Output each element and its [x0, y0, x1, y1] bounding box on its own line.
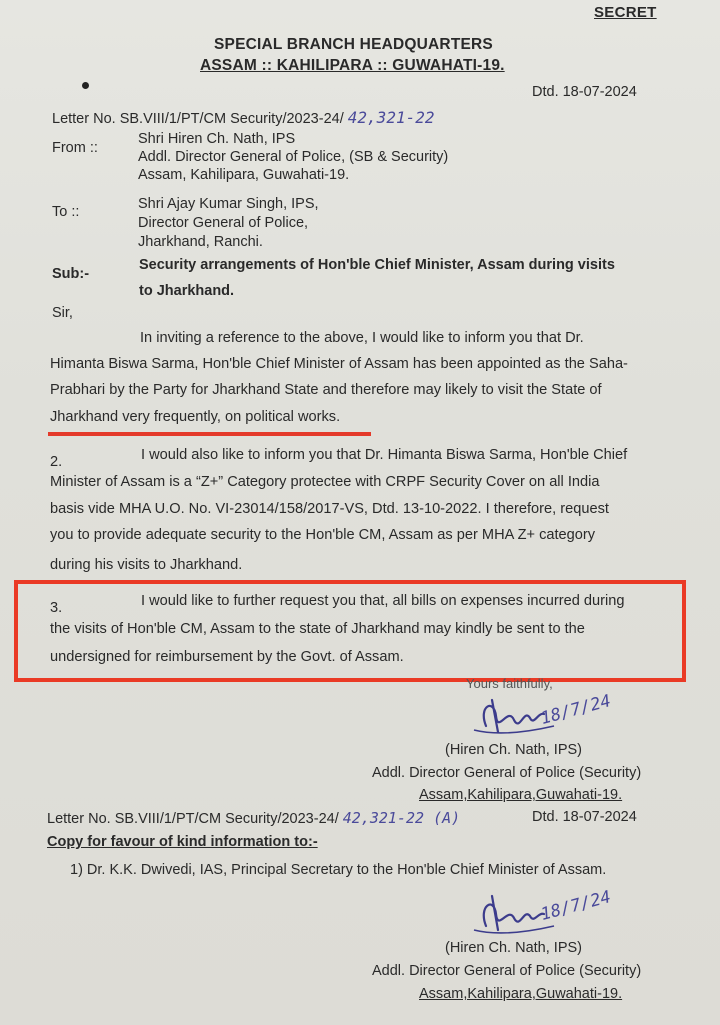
copy-letter-number	[47, 809, 460, 827]
to-name: Shri Ajay Kumar Singh, IPS,	[138, 196, 319, 212]
signatory-2-designation: Addl. Director General of Police (Security)	[372, 963, 642, 979]
to-label: To ::	[52, 204, 80, 220]
para2-number: 2.	[50, 454, 63, 470]
para1-line1: In inviting a reference to the above, I would like to inform you that Dr.	[140, 330, 584, 346]
red-underline-highlight	[48, 432, 371, 436]
para2-line3: basis vide MHA U.O. No. VI-23014/158/2017-VS, Dtd. 13-10-2022. I therefore, request	[50, 501, 609, 517]
copy-heading: Copy for favour of kind information to:-	[47, 834, 318, 850]
closing: Yours faithfully,	[466, 676, 553, 691]
para3-number: 3.	[50, 600, 63, 616]
para1-line3: Prabhari by the Party for Jharkhand State and therefore may likely to visit the State of	[50, 382, 602, 398]
signature-1-date: 18/7/24	[538, 691, 614, 729]
para2-line1: I would also like to inform you that Dr. Himanta Biswa Sarma, Hon'ble Chief	[141, 447, 628, 463]
signatory-1-designation: Addl. Director General of Police (Security)	[372, 765, 642, 781]
subject-line1: Security arrangements of Hon'ble Chief Minister, Assam during visits	[139, 257, 615, 273]
from-address: Assam, Kahilipara, Guwahati-19.	[138, 167, 350, 183]
from-name: Shri Hiren Ch. Nath, IPS	[138, 131, 296, 147]
para3-line1: I would like to further request you that, all bills on expenses incurred during	[141, 593, 625, 609]
signatory-2-name: (Hiren Ch. Nath, IPS)	[445, 940, 582, 956]
para3-line2: the visits of Hon'ble CM, Assam to the state of Jharkhand may kindly be sent to the	[50, 621, 585, 637]
subject-label: Sub:-	[52, 266, 90, 282]
from-label: From ::	[52, 140, 98, 156]
signatory-1-name: (Hiren Ch. Nath, IPS)	[445, 742, 582, 758]
from-designation: Addl. Director General of Police, (SB & Security)	[138, 149, 449, 165]
letter-number	[52, 108, 434, 127]
para2-line5: during his visits to Jharkhand.	[50, 557, 243, 573]
letter-number-handwritten: 42,321-22	[347, 108, 435, 127]
para2-line2: Minister of Assam is a “Z+” Category protectee with CRPF Security Cover on all India	[50, 474, 600, 490]
to-address: Jharkhand, Ranchi.	[138, 234, 263, 250]
classification-label: SECRET	[594, 4, 657, 21]
office-address: ASSAM :: KAHILIPARA :: GUWAHATI-19.	[200, 57, 505, 74]
office-name: SPECIAL BRANCH HEADQUARTERS	[214, 36, 493, 53]
letter-date: Dtd. 18-07-2024	[532, 84, 637, 100]
para3-line3: undersigned for reimbursement by the Govt. of Assam.	[50, 649, 404, 665]
salutation: Sir,	[52, 305, 73, 321]
ink-dot	[82, 82, 89, 89]
subject-line2: to Jharkhand.	[139, 283, 235, 299]
copy-letter-date: Dtd. 18-07-2024	[532, 809, 637, 825]
para1-line4: Jharkhand very frequently, on political works.	[50, 409, 341, 425]
copy-letter-number-handwritten: 42,321-22 (A)	[342, 809, 461, 827]
para1-line2: Himanta Biswa Sarma, Hon'ble Chief Minister of Assam has been appointed as the Saha-	[50, 356, 628, 372]
para2-line4: you to provide adequate security to the Hon'ble CM, Assam as per MHA Z+ category	[50, 527, 596, 543]
signatory-2-address: Assam,Kahilipara,Guwahati-19.	[419, 986, 623, 1002]
signatory-1-address: Assam,Kahilipara,Guwahati-19.	[419, 787, 623, 803]
copy-recipient-1: 1) Dr. K.K. Dwivedi, IAS, Principal Secretary to the Hon'ble Chief Minister of Assam.	[70, 862, 607, 878]
signature-2-date: 18/7/24	[538, 887, 614, 925]
copy-letter-number-printed: Letter No. SB.VIII/1/PT/CM Security/2023-24/	[47, 811, 339, 827]
to-designation: Director General of Police,	[138, 215, 309, 231]
letter-number-printed: Letter No. SB.VIII/1/PT/CM Security/2023-24/	[52, 111, 344, 127]
